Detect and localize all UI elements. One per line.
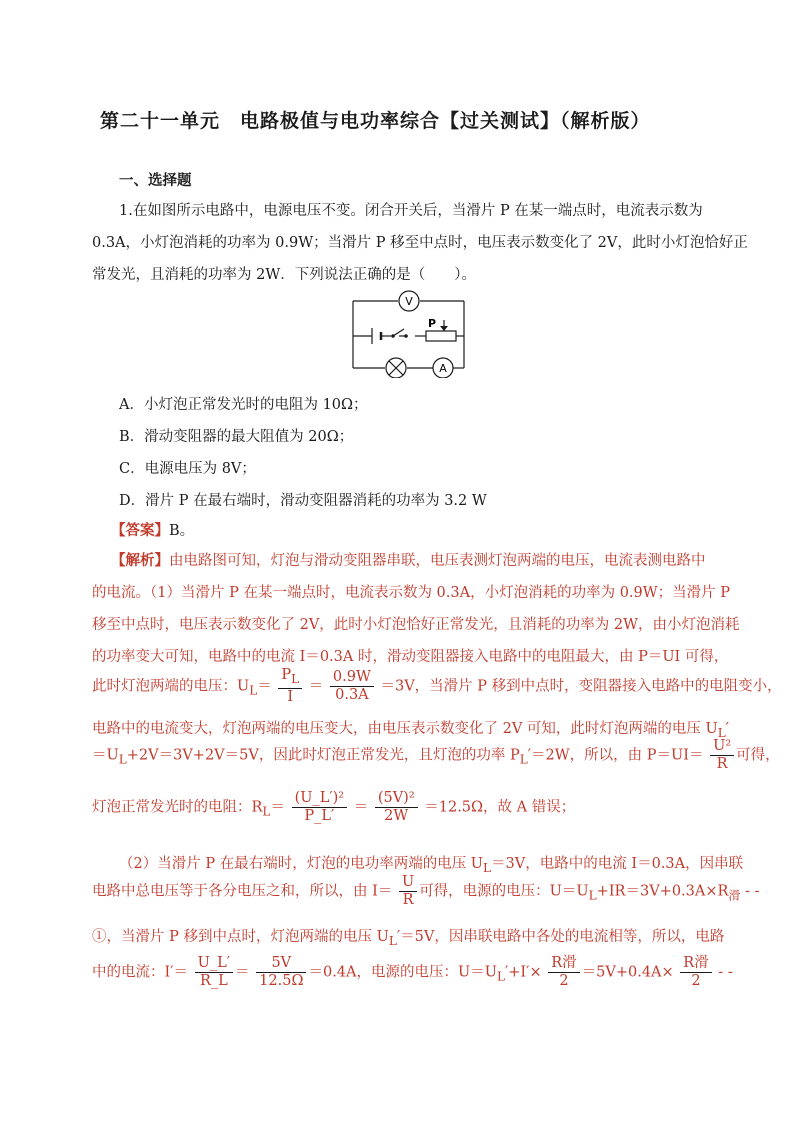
text: ＝ xyxy=(235,964,250,981)
analysis-line-3: 移至中点时，电压表示数变化了 2V，此时小灯泡恰好正常发光，且消耗的功率为 2W，由小灯泡消耗 xyxy=(92,617,740,633)
question-line-3: 常发光，且消耗的功率为 2W．下列说法正确的是（ ）。 xyxy=(92,267,476,283)
text: ′ xyxy=(725,721,730,737)
text: - - xyxy=(713,964,733,981)
page-title: 第二十一单元 电路极值与电功率综合【过关测试】（解析版） xyxy=(100,110,651,132)
text: （2）当滑片 P 在最右端时，灯泡的电功率两端的电压 U xyxy=(119,856,484,872)
numerator: R滑 xyxy=(680,955,711,973)
text: 电路中的电流变大，灯泡两端的电压变大，由电压表示数变化了 2V 可知，此时灯泡两端的电压 U xyxy=(92,721,718,737)
subscript: L xyxy=(588,888,597,903)
fraction xyxy=(399,874,417,909)
battery-icon xyxy=(372,328,381,344)
analysis-line-12 xyxy=(92,955,733,990)
text: ′+I′× xyxy=(504,964,542,981)
subscript: L xyxy=(118,752,127,767)
analysis-line-11 xyxy=(92,925,724,948)
denominator: I xyxy=(287,688,294,705)
answer-tag: 【答案】 xyxy=(111,522,169,539)
fraction xyxy=(710,738,734,773)
numerator: U xyxy=(399,874,417,892)
numerator: 0.9W xyxy=(330,669,374,687)
denominator: 0.3A xyxy=(335,686,369,703)
fraction xyxy=(330,669,374,704)
denominator: 12.5Ω xyxy=(259,973,304,989)
subscript: L xyxy=(717,725,726,740)
subscript: L xyxy=(291,671,300,686)
numerator: 5V xyxy=(256,955,306,973)
analysis-line-1 xyxy=(111,549,706,570)
denominator: 2 xyxy=(691,973,701,989)
text: ＝ xyxy=(270,799,285,816)
text: ′＝5V，因串联电路中各处的电流相等，所以，电路 xyxy=(396,929,725,945)
text: 灯泡正常发光时的电阻：R xyxy=(92,799,263,816)
text: +2V＝3V+2V＝5V，因此时灯泡正常发光，且灯泡的功率 P xyxy=(126,747,520,764)
option-c: C．电源电压为 8V； xyxy=(119,461,256,477)
option-a: A．小灯泡正常发光时的电阻为 10Ω； xyxy=(119,397,368,413)
fraction xyxy=(548,955,579,990)
denominator: R xyxy=(716,756,728,772)
analysis-line-10 xyxy=(92,874,760,909)
text: ＝12.5Ω，故 A 错误； xyxy=(424,799,576,816)
analysis-text: 由电路图可知，灯泡与滑动变阻器串联，电压表测灯泡两端的电压，电流表测电路中 xyxy=(169,553,706,569)
subscript: 滑 xyxy=(728,888,741,903)
analysis-line-8 xyxy=(92,790,575,825)
text: 可得， xyxy=(736,747,780,764)
subscript: L xyxy=(483,860,492,875)
circled-number: ① xyxy=(92,929,107,945)
circuit-diagram xyxy=(348,286,473,378)
slider-label: P xyxy=(428,317,437,330)
lamp-icon xyxy=(386,358,406,378)
text: 中的电流：I′＝ xyxy=(92,964,189,981)
subscript: L xyxy=(519,752,528,767)
text: 可得，电源的电压：U＝U xyxy=(419,883,589,900)
text: - - xyxy=(740,883,760,900)
option-b: B．滑动变阻器的最大阻值为 20Ω； xyxy=(119,429,354,445)
denominator: P_L′ xyxy=(304,808,335,824)
text: ＝ xyxy=(257,678,272,695)
text: ＝0.4A，电源的电压：U＝U xyxy=(308,964,497,981)
denominator: R_L xyxy=(199,973,228,989)
fraction xyxy=(278,667,302,706)
subscript: L xyxy=(262,804,271,819)
numerator: U² xyxy=(710,738,734,756)
numerator: (U_L′)² xyxy=(292,790,348,808)
text: 电路中总电压等于各分电压之和，所以，由 I＝ xyxy=(92,883,393,900)
option-d: D．滑片 P 在最右端时，滑动变阻器消耗的功率为 3.2 W xyxy=(119,493,487,509)
fraction xyxy=(292,790,348,825)
text: ＝5V+0.4A× xyxy=(581,964,674,981)
analysis-line-9 xyxy=(119,852,743,875)
ammeter-label: A xyxy=(439,362,447,375)
denominator: 2W xyxy=(384,808,409,824)
answer-value: B。 xyxy=(169,523,195,539)
fraction xyxy=(680,955,711,990)
voltmeter-label: V xyxy=(405,295,413,308)
analysis-line-7 xyxy=(92,738,780,773)
analysis-line-2: 的电流。（1）当滑片 P 在某一端点时，电流表示数为 0.3A，小灯泡消耗的功率为 0.9W；当滑片 P xyxy=(92,585,731,601)
text: ＝U xyxy=(92,747,119,764)
analysis-line-6 xyxy=(92,717,729,740)
subscript: L xyxy=(249,683,258,698)
subscript: L xyxy=(388,933,397,948)
analysis-tag: 【解析】 xyxy=(111,552,169,569)
fraction xyxy=(195,955,233,990)
text: ＝ xyxy=(308,678,324,695)
subscript: L xyxy=(496,969,505,984)
analysis-line-4: 的功率变大可知，电路中的电流 I＝0.3A 时，滑动变阻器接入电路中的电阻最大，由 P＝UI 可得， xyxy=(92,649,729,665)
text: +IR＝3V+0.3A×R xyxy=(596,883,729,900)
text: 此时灯泡两端的电压：U xyxy=(92,678,250,695)
question-line-1: 1.在如图所示电路中，电源电压不变。闭合开关后，当滑片 P 在某一端点时，电流表示数为 xyxy=(119,203,703,219)
fraction xyxy=(375,790,418,825)
text: ＝3V，电路中的电流 I＝0.3A，因串联 xyxy=(491,856,744,872)
numerator: R滑 xyxy=(548,955,579,973)
section-heading: 一、选择题 xyxy=(119,173,192,189)
denominator: R xyxy=(402,892,414,908)
denominator: 2 xyxy=(559,973,569,989)
numerator: U_L′ xyxy=(195,955,233,973)
analysis-line-5 xyxy=(92,667,782,706)
numerator: (5V)² xyxy=(375,790,418,808)
numerator: P xyxy=(281,667,292,683)
question-line-2: 0.3A，小灯泡消耗的功率为 0.9W；当滑片 P 移至中点时，电压表示数变化了 2V，此时小灯泡恰好正 xyxy=(92,235,748,251)
answer-line xyxy=(111,519,194,540)
text: ′＝2W，所以，由 P＝UI＝ xyxy=(527,747,704,764)
fraction xyxy=(256,955,306,990)
text: ＝ xyxy=(353,799,369,816)
text: ＝3V，当滑片 P 移到中点时，变阻器接入电路中的电阻变小， xyxy=(380,678,782,695)
text: ，当滑片 P 移到中点时，灯泡两端的电压 U xyxy=(106,929,389,945)
